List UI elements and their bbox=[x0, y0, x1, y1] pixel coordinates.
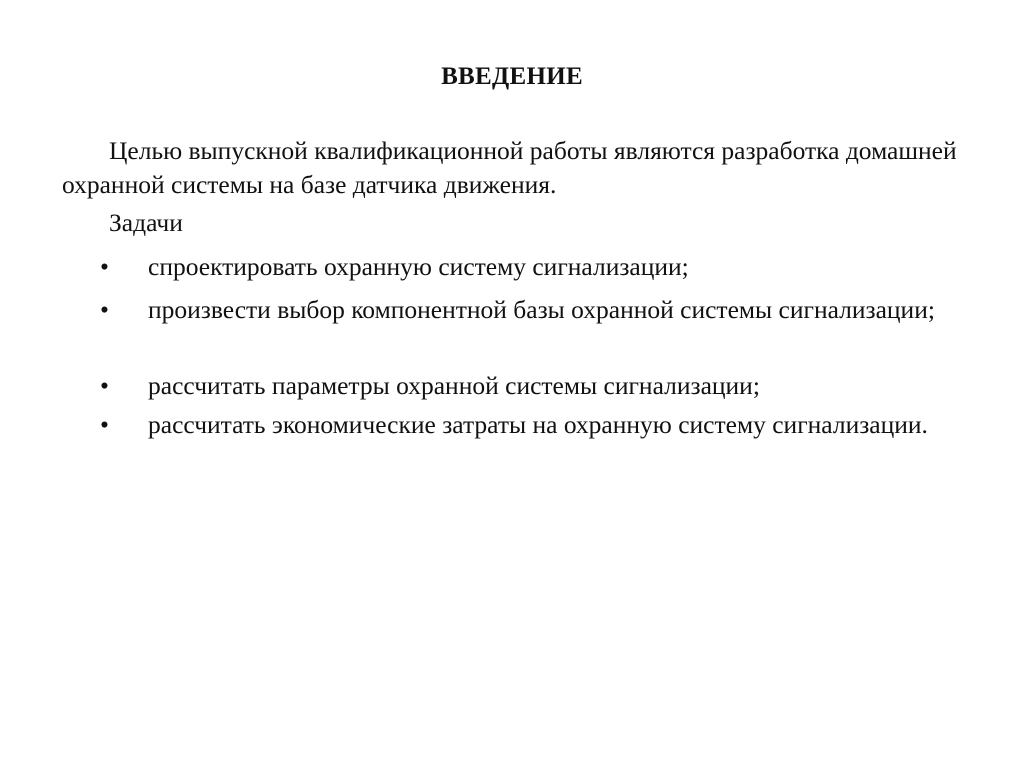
bullet-icon: • bbox=[100, 410, 109, 439]
bullet-icon: • bbox=[100, 295, 109, 324]
task-item bbox=[100, 408, 960, 442]
intro-paragraph: Целью выпускной квалификационной работы являются разработка домашней охранной системы на базе датчика движения. bbox=[62, 136, 957, 199]
bullet-icon: • bbox=[100, 371, 109, 400]
bullet-icon: • bbox=[100, 252, 109, 281]
slide-title: ВВЕДЕНИЕ bbox=[441, 63, 583, 90]
task-item bbox=[100, 293, 960, 327]
task-text: спроектировать охранную систему сигнализации; bbox=[148, 252, 689, 281]
task-item bbox=[100, 250, 960, 284]
task-text: произвести выбор компонентной базы охранной системы сигнализации; bbox=[148, 295, 935, 324]
task-text: рассчитать экономические затраты на охранную систему сигнализации. bbox=[148, 410, 928, 439]
task-text: рассчитать параметры охранной системы сигнализации; bbox=[148, 371, 760, 400]
tasks-label: Задачи bbox=[109, 208, 183, 237]
task-item bbox=[100, 369, 960, 403]
